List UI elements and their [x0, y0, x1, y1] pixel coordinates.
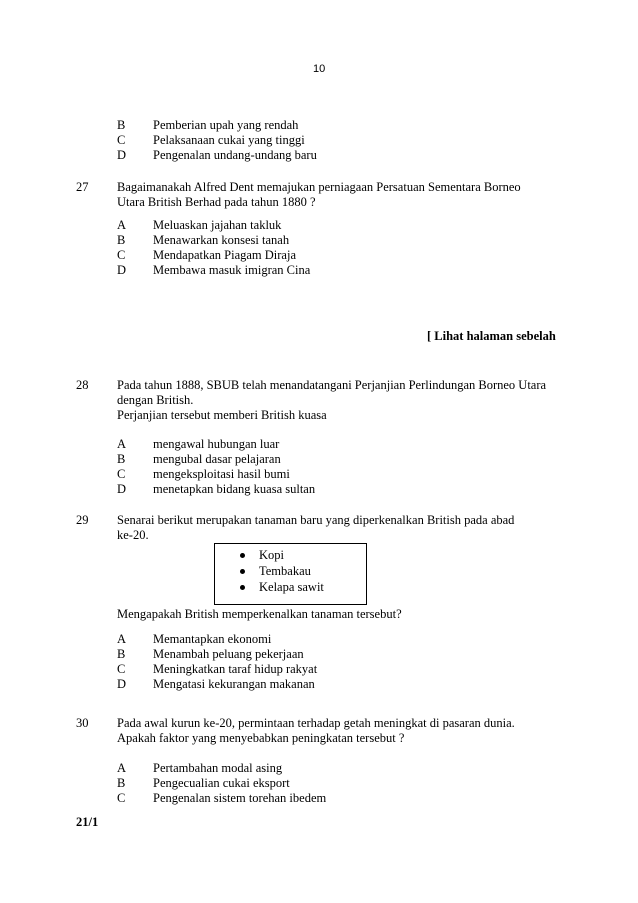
list-item-text: Kopi	[259, 548, 284, 562]
question-text: ke-20.	[117, 528, 149, 542]
question-number-29: 29	[76, 513, 89, 527]
bullet-icon	[240, 569, 245, 574]
option-letter: B	[117, 118, 126, 132]
option-text: mengeksploitasi hasil bumi	[153, 467, 290, 481]
option-letter: A	[117, 632, 127, 646]
question-text: Bagaimanakah Alfred Dent memajukan perniagaan Persatuan Sementara Borneo	[117, 180, 521, 194]
option-letter: C	[117, 467, 126, 481]
question-number-28: 28	[76, 378, 89, 392]
paper-code: 21/1	[76, 815, 99, 829]
option-letter: B	[117, 776, 126, 790]
option-letter: D	[117, 148, 127, 162]
question-text: Utara British Berhad pada tahun 1880 ?	[117, 195, 316, 209]
question-text: Pada awal kurun ke-20, permintaan terhadap getah meningkat di pasaran dunia.	[117, 716, 515, 730]
option-letter: D	[117, 482, 127, 496]
list-item	[240, 548, 284, 563]
question-text: Apakah faktor yang menyebabkan peningkatan tersebut ?	[117, 731, 405, 745]
list-item	[240, 564, 311, 579]
option-letter: A	[117, 218, 127, 232]
option-letter: C	[117, 133, 126, 147]
option-letter: B	[117, 452, 126, 466]
option-text: Meluaskan jajahan takluk	[153, 218, 282, 232]
page-number: 10	[313, 63, 326, 75]
option-letter: D	[117, 263, 127, 277]
option-text: Menambah peluang pekerjaan	[153, 647, 304, 661]
question-followup: Mengapakah British memperkenalkan tanaman tersebut?	[117, 607, 402, 621]
question-text: Senarai berikut merupakan tanaman baru yang diperkenalkan British pada abad	[117, 513, 515, 527]
option-text: Membawa masuk imigran Cina	[153, 263, 311, 277]
option-text: Pengecualian cukai eksport	[153, 776, 290, 790]
option-text: Meningkatkan taraf hidup rakyat	[153, 662, 318, 676]
list-item-text: Tembakau	[259, 564, 311, 578]
question-text: dengan British.	[117, 393, 194, 407]
option-text: Pemberian upah yang rendah	[153, 118, 299, 132]
option-text: mengubal dasar pelajaran	[153, 452, 281, 466]
option-text: Memantapkan ekonomi	[153, 632, 272, 646]
question-number-30: 30	[76, 716, 89, 730]
bullet-icon	[240, 585, 245, 590]
option-letter: B	[117, 233, 126, 247]
option-text: Pelaksanaan cukai yang tinggi	[153, 133, 305, 147]
option-letter: D	[117, 677, 127, 691]
question-text: Perjanjian tersebut memberi British kuasa	[117, 408, 327, 422]
option-letter: C	[117, 248, 126, 262]
option-text: Pengenalan sistem torehan ibedem	[153, 791, 327, 805]
list-item	[240, 580, 324, 595]
option-text: Pengenalan undang-undang baru	[153, 148, 317, 162]
option-letter: C	[117, 662, 126, 676]
option-text: mengawal hubungan luar	[153, 437, 280, 451]
question-text: Pada tahun 1888, SBUB telah menandatangani Perjanjian Perlindungan Borneo Utara	[117, 378, 547, 392]
bullet-icon	[240, 553, 245, 558]
option-text: Pertambahan modal asing	[153, 761, 283, 775]
option-letter: B	[117, 647, 126, 661]
option-letter: A	[117, 437, 127, 451]
question-number-27: 27	[76, 180, 89, 194]
option-text: Menawarkan konsesi tanah	[153, 233, 290, 247]
option-letter: A	[117, 761, 127, 775]
option-text: Mengatasi kekurangan makanan	[153, 677, 315, 691]
option-letter: C	[117, 791, 126, 805]
next-page-note: [ Lihat halaman sebelah	[427, 329, 556, 343]
option-text: menetapkan bidang kuasa sultan	[153, 482, 316, 496]
option-text: Mendapatkan Piagam Diraja	[153, 248, 297, 262]
list-item-text: Kelapa sawit	[259, 580, 324, 594]
